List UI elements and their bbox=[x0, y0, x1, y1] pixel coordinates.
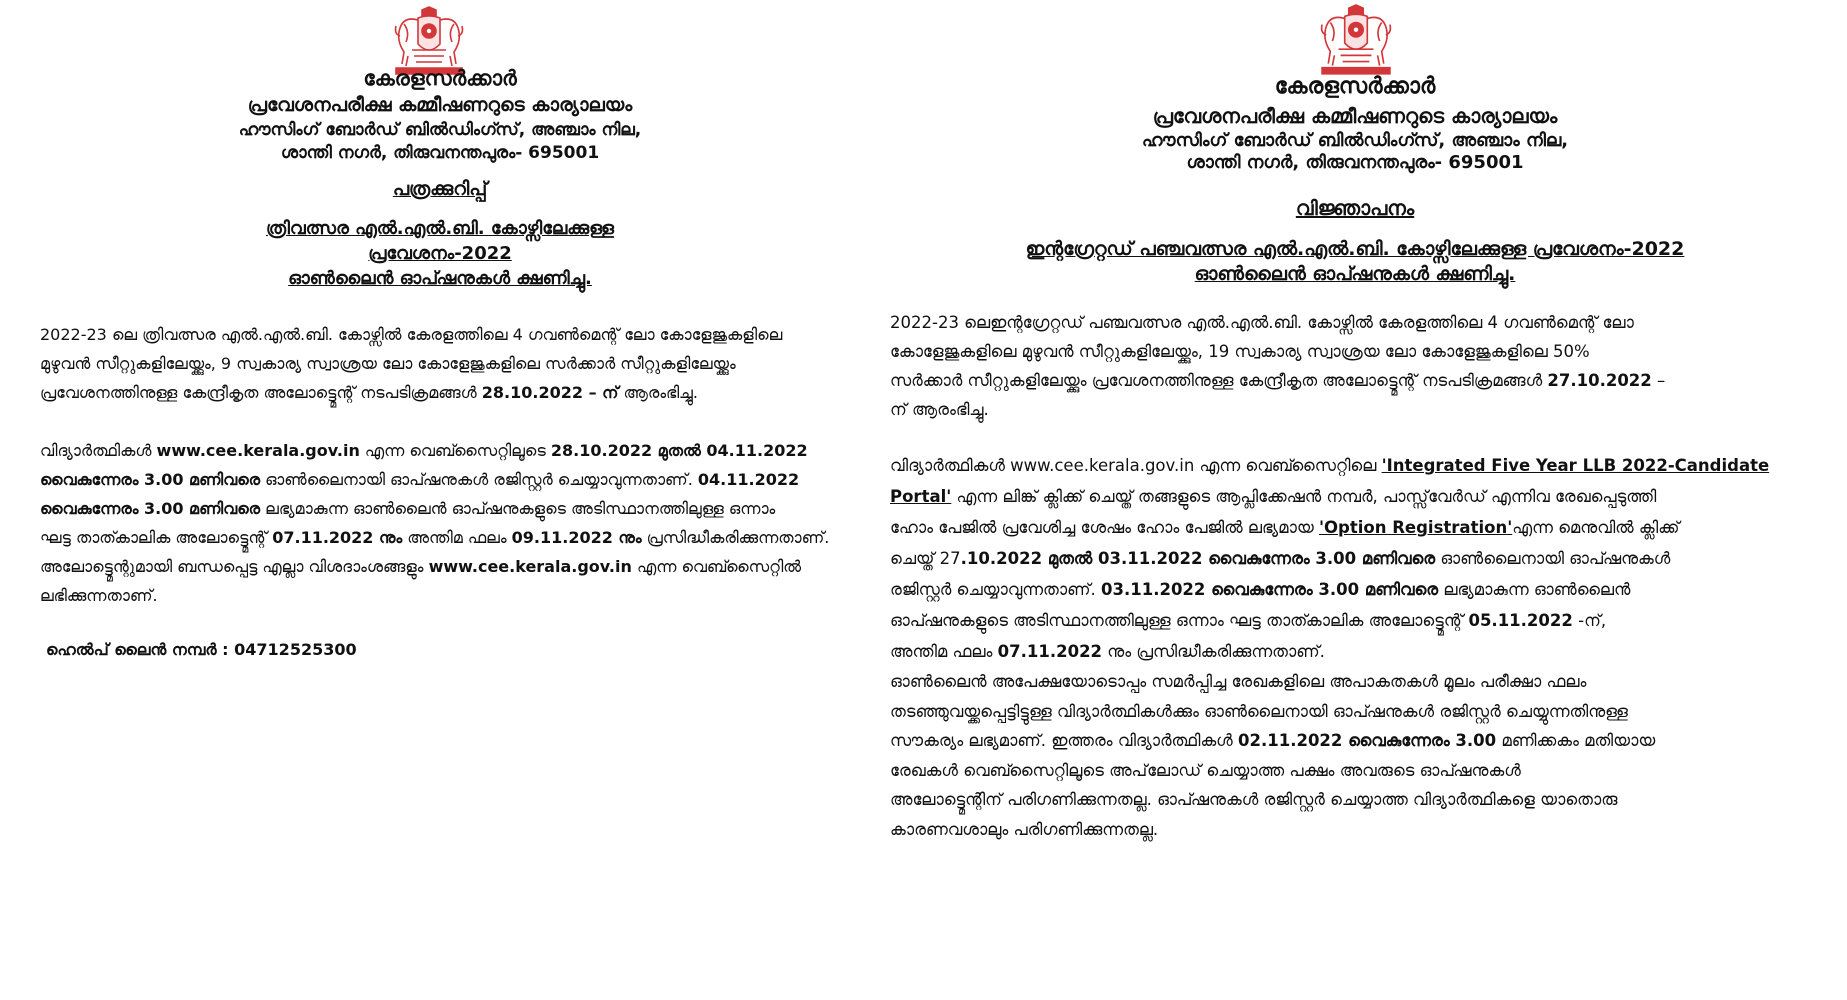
website-link[interactable]: www.cee.kerala.gov.in bbox=[156, 441, 360, 460]
paragraph-line: Portal' എന്ന ലിങ്ക് ക്ലിക്ക് ചെയ്ത് തങ്ങളുടെ ആപ്ലിക്കേഷൻ നമ്പർ, പാസ്സ്‌വേർഡ് എന്നിവ രേഖപ്പെടുത്തി bbox=[890, 487, 1657, 506]
paragraph-line: ഓപ്ഷനുകളുടെ അടിസ്ഥാനത്തിലുള്ള ഒന്നാം ഘട്ട താത്കാലിക അലോട്ട്മെന്റ് 05.11.2022 -ന്, bbox=[890, 611, 1607, 630]
paragraph-line: ചെയ്ത് 27.10.2022 മുതൽ 03.11.2022 വൈകുന്നേരം 3.00 മണിവരെ ഓൺലൈനായി ഓപ്ഷനുകൾ bbox=[890, 549, 1671, 568]
paragraph-line: ഹോം പേജിൽ പ്രവേശിച്ച ശേഷം ഹോം പേജിൽ ലഭ്യമായ 'Option Registration'എന്ന മെനുവിൽ ക്ലിക്ക് bbox=[890, 518, 1680, 537]
paragraph-line: വൈകുന്നേരം 3.00 മണിവരെ ഓൺലൈനായി ഓപ്ഷനുകൾ രജിസ്റ്റർ ചെയ്യാവുന്നതാണ്. 04.11.2022 bbox=[40, 470, 800, 489]
paragraph-line: 2022-23 ലെ ത്രിവത്സര എൽ.എൽ.ബി. കോഴ്സിൽ കേരളത്തിലെ 4 ഗവൺമെന്റ് ലോ കോളേജുകളിലെ bbox=[40, 325, 783, 344]
office-address-line1: ഹൗസിംഗ് ബോർഡ് ബിൽഡിംഗ്സ്, അഞ്ചാം നില, bbox=[1141, 130, 1569, 151]
paragraph-line: സൗകര്യം ലഭ്യമാണ്. ഇത്തരം വിദ്യാർത്ഥികൾ 02.11.2022 വൈകുന്നേരം 3.00 മണിക്കകം മതിയായ bbox=[890, 731, 1656, 750]
government-title: കേരളസർക്കാർ bbox=[363, 66, 517, 90]
subject-line2: പ്രവേശനം-2022 bbox=[368, 243, 512, 264]
paragraph-line: അലോട്ട്മെന്റിന് പരിഗണിക്കുന്നതല്ല. ഓപ്ഷനുകൾ രജിസ്റ്റർ ചെയ്യാത്ത വിദ്യാർത്ഥികളെ യാതൊരു bbox=[890, 790, 1618, 809]
office-name: പ്രവേശനപരീക്ഷ കമ്മീഷണറുടെ കാര്യാലയം bbox=[247, 94, 633, 116]
paragraph-line: വിദ്യാർത്ഥികൾ www.cee.kerala.gov.in എന്ന വെബ്സൈറ്റിലൂടെ 28.10.2022 മുതൽ 04.11.2022 bbox=[40, 441, 808, 460]
website-link[interactable]: www.cee.kerala.gov.in bbox=[428, 557, 632, 576]
kerala-emblem-icon bbox=[1318, 4, 1394, 78]
paragraph-line: ലഭിക്കുന്നതാണ്. bbox=[40, 586, 158, 605]
subject-line1: ഇന്റഗ്രേറ്റഡ് പഞ്ചവത്സര എൽ.എൽ.ബി. കോഴ്സിലേക്കുള്ള പ്രവേശനം-2022 bbox=[1025, 238, 1685, 260]
paragraph-1 bbox=[40, 320, 840, 407]
document-heading: പത്രക്കുറിപ്പ് bbox=[392, 178, 488, 200]
paragraph-2 bbox=[40, 436, 840, 610]
candidate-portal-link[interactable]: 'Integrated Five Year LLB 2022-Candidate bbox=[1381, 456, 1770, 475]
office-address-line2: ശാന്തി നഗർ, തിരുവനന്തപുരം- 695001 bbox=[1186, 152, 1524, 173]
paragraph-line: ന് ആരംഭിച്ചു. bbox=[890, 400, 989, 419]
start-date: 28.10.2022 – ന് bbox=[481, 383, 619, 402]
paragraph-line: രേഖകൾ വെബ്സൈറ്റിലൂടെ അപ്‌ലോഡ് ചെയ്യാത്ത പക്ഷം അവരുടെ ഓപ്ഷനുകൾ bbox=[890, 760, 1521, 780]
paragraph-line: അന്തിമ ഫലം 07.11.2022 നും പ്രസിദ്ധീകരിക്കുന്നതാണ്. bbox=[890, 642, 1325, 661]
paragraph-line: വൈകുന്നേരം 3.00 മണിവരെ ലഭ്യമാകുന്ന ഓൺലൈൻ ഓപ്ഷനുകളുടെ അടിസ്ഥാനത്തിലുള്ള ഒന്നാം bbox=[40, 499, 776, 518]
paragraph-line: പ്രവേശനത്തിനുള്ള കേന്ദ്രീകൃത അലോട്ട്മെന്റ് നടപടിക്രമങ്ങൾ 28.10.2022 – ന് ആരംഭിച്ചു. bbox=[40, 383, 698, 402]
document-heading: വിജ്ഞാപനം bbox=[1295, 196, 1415, 220]
paragraph-line: കോളേജുകളിലെ മുഴുവൻ സീറ്റുകളിലേയ്ക്കും, 19 സ്വകാര്യ സ്വാശ്രയ ലോ കോളേജുകളിലെ 50% bbox=[890, 342, 1590, 361]
option-registration-menu[interactable]: 'Option Registration' bbox=[1318, 518, 1513, 537]
helpline-number: ഹെൽപ് ലൈൻ നമ്പർ : 04712525300 bbox=[46, 640, 357, 659]
government-title: കേരളസർക്കാർ bbox=[1274, 74, 1436, 99]
subject-line1: ത്രിവത്സര എൽ.എൽ.ബി. കോഴ്സിലേക്കുള്ള bbox=[266, 218, 614, 239]
paragraph-line: സർക്കാർ സീറ്റുകളിലേയ്ക്കും പ്രവേശനത്തിനുള്ള കേന്ദ്രീകൃത അലോട്ട്മെന്റ് നടപടിക്രമങ്ങൾ 27.10.2022 – bbox=[890, 371, 1666, 390]
paragraph-line: വിദ്യാർത്ഥികൾ www.cee.kerala.gov.in എന്ന വെബ്സൈറ്റിലെ 'Integrated Five Year LLB 2022-Candidate bbox=[890, 456, 1770, 475]
paragraph-1 bbox=[890, 308, 1820, 424]
paragraph-line: ഓൺലൈൻ അപേക്ഷയോടൊപ്പം സമർപ്പിച്ച രേഖകളിലെ അപാകതകൾ മൂലം പരീക്ഷാ ഫലം bbox=[890, 672, 1587, 691]
office-address-line1: ഹൗസിംഗ് ബോർഡ് ബിൽഡിംഗ്സ്, അഞ്ചാം നില, bbox=[238, 120, 642, 140]
candidate-portal-link[interactable]: Portal' bbox=[890, 487, 952, 506]
office-address-line2: ശാന്തി നഗർ, തിരുവനന്തപുരം- 695001 bbox=[280, 143, 600, 163]
paragraph-line: മുഴുവൻ സീറ്റുകളിലേയ്ക്കും, 9 സ്വകാര്യ സ്വാശ്രയ ലോ കോളേജുകളിലെ സർക്കാർ സീറ്റുകളിലേയ്ക്കും bbox=[40, 354, 736, 373]
paragraph-line: 2022-23 ലെഇന്റഗ്രേറ്റഡ് പഞ്ചവത്സര എൽ.എൽ.ബി. കോഴ്സിൽ കേരളത്തിലെ 4 ഗവൺമെന്റ് ലോ bbox=[890, 313, 1634, 332]
paragraph-line: രജിസ്റ്റർ ചെയ്യാവുന്നതാണ്. 03.11.2022 വൈകുന്നേരം 3.00 മണിവരെ ലഭ്യമാകുന്ന ഓൺലൈൻ bbox=[890, 580, 1631, 599]
paragraph-line: കാരണവശാലും പരിഗണിക്കുന്നതല്ല. bbox=[890, 819, 1159, 839]
option-period: 28.10.2022 മുതൽ 04.11.2022 bbox=[550, 441, 808, 460]
paragraph-line: തടഞ്ഞുവയ്ക്കപ്പെട്ടിട്ടുള്ള വിദ്യാർത്ഥികൾക്കും ഓൺലൈനായി ഓപ്ഷനുകൾ രജിസ്റ്റർ ചെയ്യുന്നതിനുള്ള bbox=[890, 701, 1628, 721]
office-name: പ്രവേശനപരീക്ഷ കമ്മീഷണറുടെ കാര്യാലയം bbox=[1152, 104, 1558, 128]
subject-line2: ഓൺലൈൻ ഓപ്ഷനുകൾ ക്ഷണിച്ചു. bbox=[1194, 263, 1516, 285]
paragraph-line: അലോട്ട്മെന്റുമായി ബന്ധപ്പെട്ട എല്ലാ വിശദാംശങ്ങളും www.cee.kerala.gov.in എന്ന വെബ്സൈറ്റിൽ bbox=[40, 557, 802, 576]
start-date: 27.10.2022 bbox=[1547, 371, 1652, 390]
paragraph-2 bbox=[890, 450, 1820, 667]
paragraph-3 bbox=[890, 667, 1820, 844]
paragraph-line: ഘട്ട താത്കാലിക അലോട്ട്മെന്റ് 07.11.2022 നും അന്തിമ ഫലം 09.11.2022 നും പ്രസിദ്ധീകരിക്കുന്നതാണ്. bbox=[40, 528, 830, 547]
subject-line3: ഓൺലൈൻ ഓപ്ഷനുകൾ ക്ഷണിച്ചു. bbox=[288, 268, 592, 289]
